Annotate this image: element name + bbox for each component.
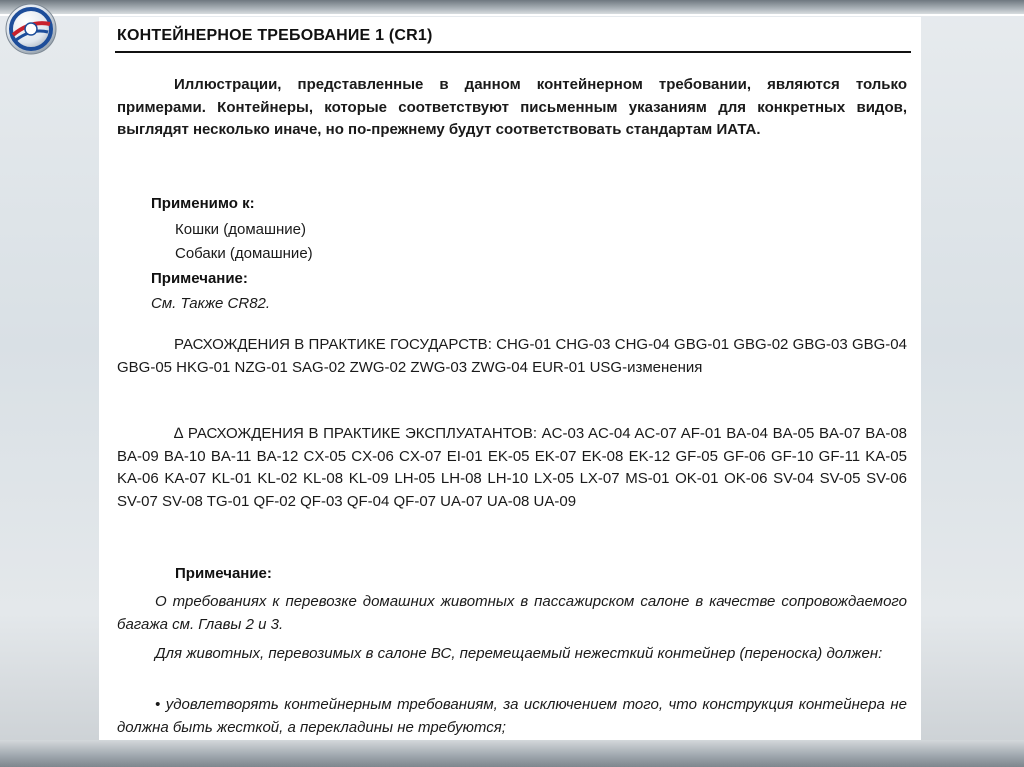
- title-underline: [115, 51, 911, 53]
- applicable-label: Применимо к:: [151, 195, 255, 212]
- note2-paragraph-2: Для животных, перевозимых в салоне ВС, перемещаемый нежесткий контейнер (переноска) должен:: [155, 645, 883, 662]
- document-page: [99, 17, 921, 740]
- top-white-stripe: [0, 14, 1024, 16]
- top-gradient-bar: [0, 0, 1024, 14]
- note2-paragraph-1: О требованиях к перевозке домашних животных в пассажирском салоне в качестве сопровождаемого багажа см. Главы 2 и 3.: [117, 593, 907, 633]
- operator-variations: ∆ РАСХОЖДЕНИЯ В ПРАКТИКЕ ЭКСПЛУАТАНТОВ: AC-03 AC-04 AC-07 AF-01 BA-04 BA-05 BA-07 BA-08 BA-09 BA-10 BA-11 BA-12 CX-05 CX-06 CX-07 EI-01 EK-05 EK-07 EK-08 EK-12 GF-05 GF-06 GF-10 GF-11 KA-05 KA-06 KA-07 KL-01 KL-02 KL-08 KL-09 LH-05 LH-08 LH-10 LX-05 LX-07 MS-01 OK-01 OK-06 SV-04 SV-05 SV-06 SV-07 SV-08 TG-01 QF-02 QF-03 QF-04 QF-07 UA-07 UA-08 UA-09: [117, 425, 907, 510]
- state-variations: РАСХОЖДЕНИЯ В ПРАКТИКЕ ГОСУДАРСТВ: CHG-01 CHG-03 CHG-04 GBG-01 GBG-02 GBG-03 GBG-04 GBG-05 HKG-01 NZG-01 SAG-02 ZWG-02 ZWG-03 ZWG-04 EUR-01 USG-изменения: [117, 336, 907, 376]
- intro-paragraph: Иллюстрации, представленные в данном контейнерном требовании, являются только примерами. Контейнеры, которые соответствуют письменным указаниям для конкретных видов, выглядят несколько иначе, но по-прежнему будут соответствовать стандартам ИАТА.: [117, 76, 907, 138]
- note1-label: Примечание:: [151, 270, 248, 287]
- applicable-item-dogs: Собаки (домашние): [175, 245, 313, 262]
- airline-globe-logo-icon: [4, 2, 58, 56]
- note2-bullet: • удовлетворять контейнерным требованиям, за исключением того, что конструкция контейнера не должна быть жесткой, а перекладины не требуются;: [117, 696, 907, 736]
- bottom-gradient-bar: [0, 740, 1024, 767]
- applicable-item-cats: Кошки (домашние): [175, 221, 307, 238]
- note2-label: Примечание:: [175, 565, 272, 582]
- note1-text: См. Также CR82.: [151, 295, 271, 312]
- page-title: КОНТЕЙНЕРНОЕ ТРЕБОВАНИЕ 1 (CR1): [117, 27, 433, 44]
